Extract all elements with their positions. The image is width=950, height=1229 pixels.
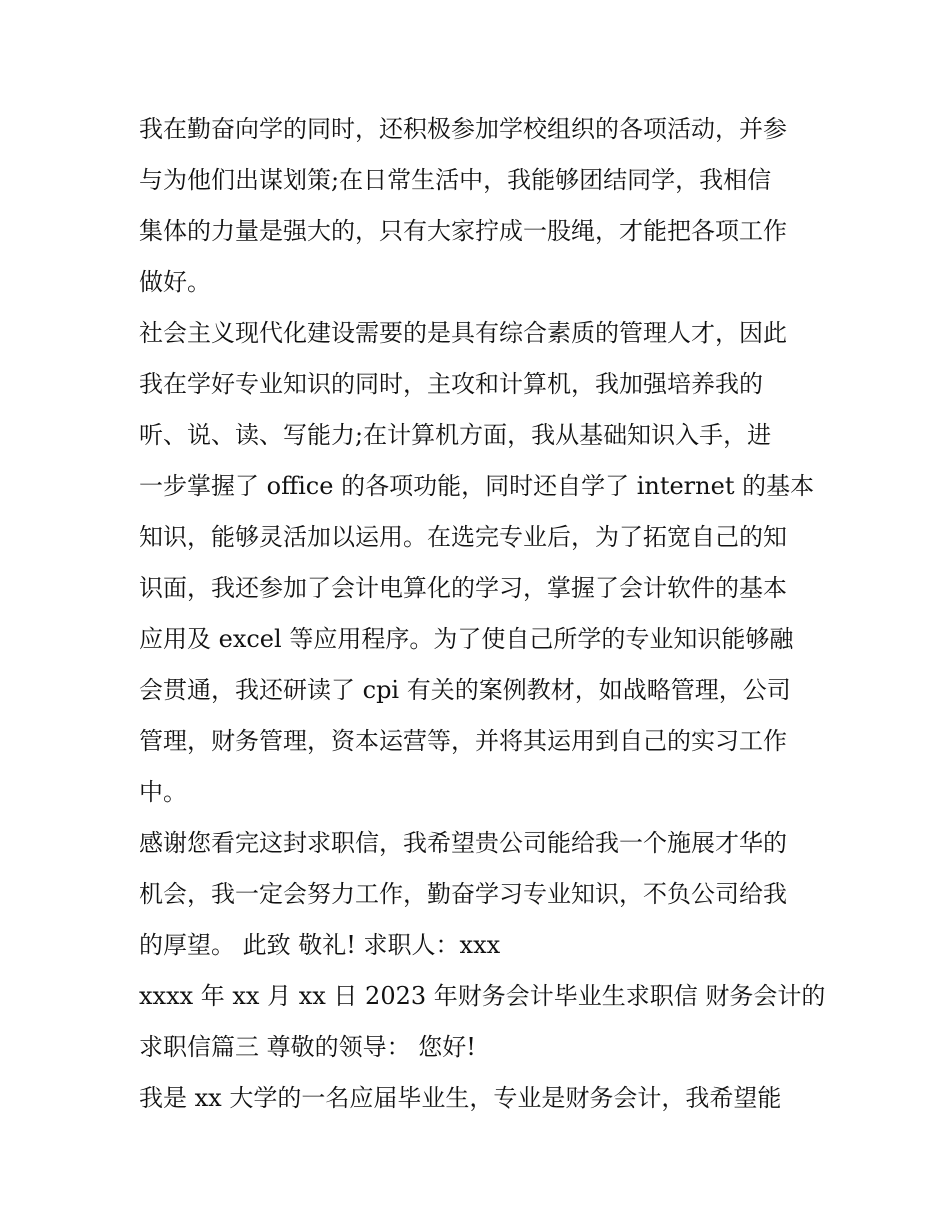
text-line: 的厚望。 此致 敬礼! 求职人：xxx (139, 931, 501, 959)
text-line: 求职信篇三 尊敬的领导： 您好! (139, 1033, 476, 1061)
text-line: 我在学好专业知识的同时，主攻和计算机，我加强培养我的 (139, 370, 763, 398)
text-line: 集体的力量是强大的，只有大家拧成一股绳，才能把各项工作 (139, 217, 787, 245)
text-line: 知识，能够灵活加以运用。在选完专业后，为了拓宽自己的知 (139, 523, 787, 551)
text-line: 社会主义现代化建设需要的是具有综合素质的管理人才，因此 (139, 319, 787, 347)
text-line: 我在勤奋向学的同时，还积极参加学校组织的各项活动，并参 (139, 115, 787, 143)
paragraph-activities (139, 104, 819, 308)
paragraph-closing (139, 818, 819, 971)
text-line: 感谢您看完这封求职信，我希望贵公司能给我一个施展才华的 (139, 829, 787, 857)
text-line: 我是 xx 大学的一名应届毕业生，专业是财务会计，我希望能 (139, 1084, 782, 1112)
text-line: 识面，我还参加了会计电算化的学习，掌握了会计软件的基本 (139, 574, 787, 602)
text-line: 中。 (139, 778, 187, 806)
text-line: 机会，我一定会努力工作，勤奋学习专业知识，不负公司给我 (139, 880, 787, 908)
text-line: 管理，财务管理，资本运营等，并将其运用到自己的实习工作 (139, 727, 787, 755)
text-line: 一步掌握了 office 的各项功能，同时还自学了 internet 的基本 (139, 472, 815, 500)
text-line: 会贯通，我还研读了 cpi 有关的案例教材，如战略管理，公司 (139, 676, 791, 704)
text-line: 听、说、读、写能力;在计算机方面，我从基础知识入手，进 (139, 421, 772, 449)
text-line: 与为他们出谋划策;在日常生活中，我能够团结同学，我相信 (139, 166, 772, 194)
paragraph-introduction (139, 1073, 819, 1124)
document-body (139, 104, 826, 1124)
paragraph-date-heading (139, 971, 826, 1073)
text-line: 做好。 (139, 268, 211, 296)
text-line: 应用及 excel 等应用程序。为了使自己所学的专业知识能够融 (139, 625, 794, 653)
paragraph-skills (139, 308, 819, 818)
text-line: xxxx 年 xx 月 xx 日 2023 年财务会计毕业生求职信 财务会计的 (139, 982, 826, 1010)
